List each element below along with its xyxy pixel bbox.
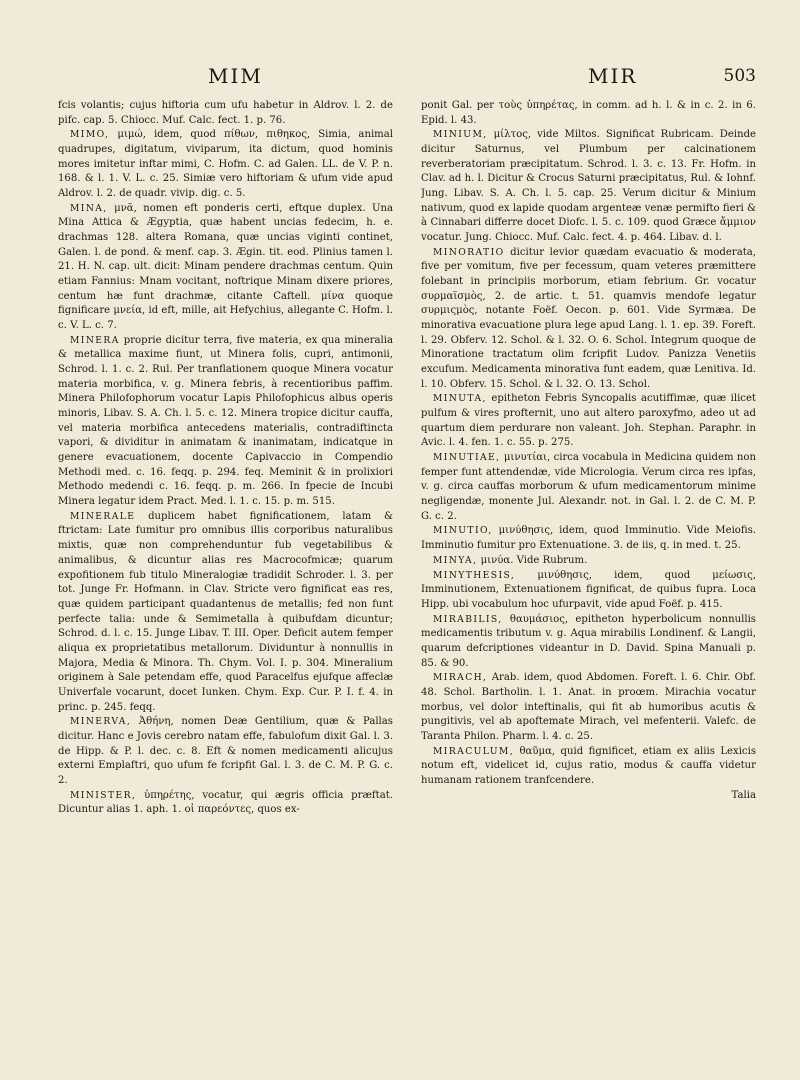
entry-text: dicitur levior quædam evacuatio & moderata, five per vomitum, five per fecessum, quam veteres præmittere folebant in principiis morborum, etiam febrium. Gr. vocatur συρμαϊσμὸς, 2. de artic. t. 51. quamvis mendofe legatur συρμιςμὸς, notante Foëf. Oecon. p. 601. Vide Syrmæa. De minorativa evacuatione plura lege apud Lang. l. 1. ep. 39. Foreft. l. 29. Obferv. 12. Schol. & l. 32. O. 6. Schol. Integrum quoque de Minoratione tractatum olim fcripfit Ludov. Panizza Venetiis excufum. Medicamenta minorativa funt eadem, quæ Lenitiva. Id. l. 10. Obferv. 15. Schol. & l. 32. O. 13. Schol.: [421, 246, 756, 390]
entry-headword: MINORATIO: [433, 246, 505, 258]
entry-text: μνᾶ, nomen eft ponderis certi, eftque duplex. Una Mina Attica & Ægyptia, quæ habent uncias fedecim, h. e. drachmas 128. altera Romana, quæ uncias viginti continet, Galen. l. de pond. & menf. cap. 3. Ægin. tit. eod. Plinius tamen l. 21. H. N. cap. ult. dicit: Minam pendere drachmas centum. Quin etiam Fannius: Mnam vocitant, noftrique Minam dixere priores, centum hæ funt drachmæ, citante Caftell. μίνα quoque fignificare μνεία, id eft, mille, ait Hefychius, allegante C. Hofm. l. c. V. L. c. 7.: [58, 202, 393, 332]
entry-headword: MINA,: [70, 202, 108, 214]
entry-text: μιμώ, idem, quod πίθων, πιθηκος, Simia, animal quadrupes, digitatum, viviparum, ita dictum, quod hominis mores imitetur inftar mimi, C. Hofm. C. ad Galen. LL. de V. P. n. 168. & l. 1. V. L. c. 25. Simiæ vero hiftoriam & ufum vide apud Aldrov. l. 2. de quadr. vivip. dig. c. 5.: [58, 129, 393, 200]
dictionary-entry: [421, 246, 756, 393]
dictionary-entry: [421, 451, 756, 524]
dictionary-entry: [421, 613, 756, 672]
entry-headword: MINYTHESIS,: [433, 569, 516, 581]
entry-text: duplicem habet fignificationem, latam & ftrictam: Late fumitur pro omnibus illis corporibus naturalibus mixtis, quæ non comprehenduntur fub vegetabilibus & animalibus, & dicuntur alias res Macrocofmicæ; quarum expofitionem fub titulo Mineralogiæ tradidit Schroder. l. 3. per tot. Junge Fr. Hofmann. in Clav. Stricte vero fignificat eas res, quæ quidem participant quadantenus de metallis; fed non funt perfecte talia: unde & Semimetalla à quibufdam dicuntur; Schrod. d. l. c. 15. Junge Libav. T. III. Oper. Deficit autem femper aliqua ex proprietatibus metallorum. Dividuntur à nonnullis in Majora, Media & Minora. Th. Chym. Vol. I. p. 304. Mineralium originem à Sale petendam effe, quod Paracelfus ejufque affeclæ Univerfale vocarunt, docet Iunken. Chym. Exp. Cur. P. I. f. 4. in princ. p. 245. feqq.: [58, 510, 393, 713]
entry-text: fcis volantis; cujus hiftoria cum ufu habetur in Aldrov. l. 2. de pifc. cap. 5. Chiocc. Muf. Calc. fect. 1. p. 76.: [58, 100, 393, 126]
running-head-right: MIR: [588, 64, 638, 88]
entry-text: μινυτίαι, circa vocabula in Medicina quidem non femper funt attendendæ, vide Micrologia. Verum circa res ipfas, v. g. circa cauffas morborum & ufum medicamentorum minime negligendæ, monente Jul. Alexandr. not. in Gal. l. 2. de C. M. P. G. c. 2.: [421, 452, 756, 522]
entry-headword: MINERALE: [70, 510, 136, 522]
running-head-left: MIM: [208, 64, 263, 88]
entry-text: ὑπηρέτης, vocatur, qui ægris officia præftat. Dicuntur alias 1. aph. 1. οἱ παρεόντες, quos ex-: [58, 789, 393, 816]
dictionary-entry: [421, 392, 756, 451]
dictionary-entry: [421, 569, 756, 613]
entry-text: μινύα. Vide Rubrum.: [480, 554, 588, 566]
dictionary-entry: [421, 524, 756, 553]
right-column: [421, 99, 756, 1054]
dictionary-entry: [58, 99, 393, 128]
dictionary-entry: [421, 671, 756, 744]
entry-text: μίλτος, vide Miltos. Significat Rubricam. Deinde dicitur Saturnus, vel Plumbum per calcinationem reverberatoriam præcipitatum. Schrod. l. 3. c. 13. Fr. Hofm. in Clav. ad h. l. Dicitur & Crocus Saturni præcipitatus, Rul. & Iohnf. Jung. Libav. S. A. Ch. l. 5. cap. 25. Verum dicitur & Minium nativum, quod ex lapide quodam argenteæ venæ permifto fieri & à Cinnabari differre docet Diofc. l. 5. c. 109. quod Græce ἄμμιον vocatur. Jung. Chiocc. Muf. Calc. fect. 4. p. 464. Libav. d. l.: [421, 129, 756, 244]
dictionary-entry: [58, 510, 393, 715]
entry-headword: MINIUM,: [433, 129, 488, 141]
entry-headword: MIRACULUM,: [433, 745, 515, 757]
entry-text: ponit Gal. per τοὺς ὑπηρέτας, in comm. ad h. l. & in c. 2. in 6. Epid. l. 43.: [421, 100, 756, 126]
entry-headword: MINISTER,: [70, 789, 137, 801]
entry-text: θαυμάσιος, epitheton hyperbolicum nonnullis medicamentis tributum v. g. Aqua mirabilis Londinenf. & Langii, quarum defcriptiones videantur in D. David. Spina Manuali p. 85. & 90.: [421, 613, 756, 669]
running-head: [58, 64, 756, 94]
text-columns: [58, 99, 756, 1054]
dictionary-entry: [58, 715, 393, 788]
dictionary-entry: [58, 202, 393, 334]
entry-text: proprie dicitur terra, five materia, ex qua mineralia & metallica maxime fiunt, ut Minera folis, cupri, antimonii, Schrod. l. 1. c. 2. Rul. Per tranflationem quoque Minera vocatur materia morbifica, v. g. Minera febris, à recentioribus paffim. Minera Philofophorum vocatur Lapis Philofophicus albus operis minoris, Libav. S. A. Ch. l. 5. c. 12. Minera tropice dicitur cauffa, vel materia morbifica antecedens materialis, contradiftincta vapori, & dividitur in animatam & inanimatam, indicatque in genere evacuationem, docente Capivaccio in Compendio Methodi med. c. 16. feqq. p. 294. feq. Meminit & in prolixiori Methodo medendi c. 16. feqq. p. m. 266. In fpecie de Incubi Minera legatur idem Pract. Med. l. 1. c. 15. p. m. 515.: [58, 334, 393, 508]
entry-text: μινύθησις, idem, quod μείωσις, Imminutionem, Extenuationem fignificat, de quibus fupra. Loca Hipp. ubi vocabulum hoc ufurpavit, vide apud Foëf. p. 415.: [421, 569, 756, 610]
entry-headword: MINUTA,: [433, 393, 487, 405]
entry-headword: MINYA,: [433, 554, 478, 566]
dictionary-entry: [58, 334, 393, 510]
entry-text: epitheton Febris Syncopalis acutiffimæ, quæ ilicet pulfum & vires profternit, uno aut altero paroxyfmo, adeo ut ad quartum diem perdurare non valeant. Joh. Stephan. Paraphr. in Avic. l. 4. fen. 1. c. 55. p. 275.: [421, 393, 756, 449]
page-number: 503: [723, 66, 756, 86]
dictionary-entry: [421, 99, 756, 128]
entry-headword: MIRABILIS,: [433, 613, 503, 625]
entry-text: μινύθησις, idem, quod Imminutio. Vide Meiofis. Imminutio fumitur pro Extenuatione. 3. de iis, q. in med. t. 25.: [421, 525, 756, 552]
dictionary-entry: [421, 128, 756, 245]
entry-text: θαῦμα, quid fignificet, etiam ex aliis Lexicis notum eft, videlicet id, cujus ratio, modus & cauffa videtur humanam rationem tranfcendere.: [421, 745, 756, 786]
entry-headword: MIRACH,: [433, 672, 488, 684]
dictionary-entry: [58, 789, 393, 818]
entry-headword: MINERVA,: [70, 716, 132, 728]
left-column: [58, 99, 393, 1054]
entry-text: Arab. idem, quod Abdomen. Foreft. l. 6. Chir. Obf. 48. Schol. Bartholin. l. 1. Anat. in proœm. Mirachia vocatur morbus, vel dolor inteftinalis, qui fit ab humoribus acutis & pungitivis, vel ab apoftemate Mirach, vel mefenterii. Valefc. de Taranta Philon. Pharm. l. 4. c. 25.: [421, 672, 756, 742]
entry-headword: MIMO,: [70, 129, 110, 141]
catchword: Talia: [731, 789, 756, 801]
entry-headword: MINUTIAE,: [433, 452, 501, 464]
entry-headword: MINERA: [70, 334, 120, 346]
dictionary-entry: [58, 128, 393, 201]
dictionary-entry: [421, 745, 756, 789]
entry-headword: MINUTIO,: [433, 525, 493, 537]
entry-text: Ἀθήνη, nomen Deæ Gentilium, quæ & Pallas dicitur. Hanc e Jovis cerebro natam effe, fabulofum dixit Gal. l. 3. de Hipp. & P. l. dec. c. 8. Eft & nomen medicamenti alicujus externi Emplaftri, quo ufum fe fcripfit Gal. l. 3. de C. M. P. G. c. 2.: [58, 716, 393, 786]
dictionary-entry: [421, 554, 756, 569]
